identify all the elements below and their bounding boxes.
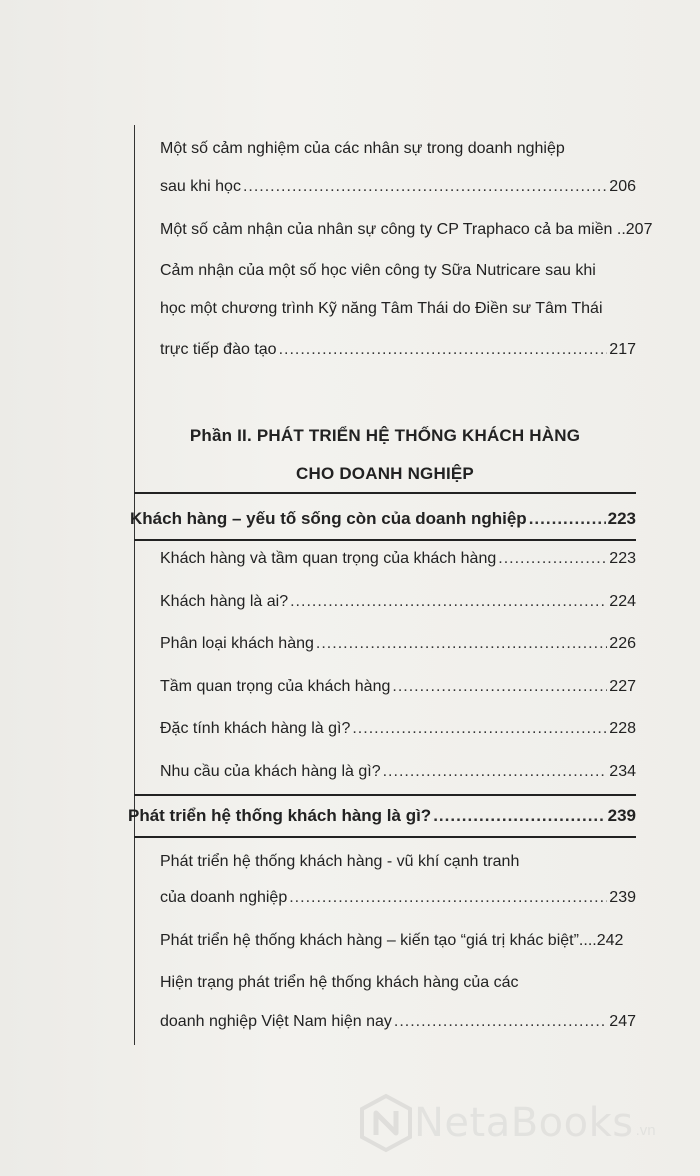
dot-leader [243, 178, 607, 196]
dot-leader [498, 550, 607, 568]
toc-entry-title: Nhu cầu của khách hàng là gì? [160, 763, 381, 780]
toc-entry-title: Phân loại khách hàng [160, 635, 314, 652]
toc-page-number: 226 [609, 635, 636, 652]
dot-leader [289, 889, 607, 907]
toc-entry-title: của doanh nghiệp [160, 889, 288, 906]
dot-leader [392, 678, 607, 696]
chapter-rule-top [134, 794, 636, 796]
toc-page-number: 242 [596, 932, 624, 949]
dot-leader [290, 593, 607, 611]
dot-leader [316, 635, 607, 653]
toc-page-number: 207 [625, 221, 653, 238]
toc-page-number: 228 [609, 720, 636, 737]
dot-leader [279, 341, 608, 359]
toc-page-number: 247 [609, 1013, 636, 1030]
toc-entry[interactable] [160, 889, 636, 907]
toc-entry[interactable] [160, 341, 636, 359]
toc-entry-title: Một số cảm nhận của nhân sự công ty CP Traphaco cả ba miền .. [160, 221, 626, 238]
toc-entry-title: Đặc tính khách hàng là gì? [160, 720, 351, 737]
toc-entry[interactable] [160, 932, 636, 950]
toc-entry[interactable] [160, 593, 636, 611]
toc-page-number: 239 [609, 889, 636, 906]
watermark-brand: NetaBooks [414, 1100, 634, 1146]
toc-page-number: 234 [609, 763, 636, 780]
netabooks-watermark [358, 1093, 656, 1153]
dot-leader [394, 1013, 607, 1031]
toc-entry[interactable] [160, 550, 636, 568]
chapter-page-number: 223 [607, 509, 636, 528]
toc-page-number: 223 [609, 550, 636, 567]
toc-entry-line: Hiện trạng phát triển hệ thống khách hàng của các [160, 974, 519, 991]
toc-entry-title: Phát triển hệ thống khách hàng – kiến tạo “giá trị khác biệt”.... [160, 932, 597, 949]
toc-entry[interactable] [160, 763, 636, 781]
chapter-title: Phát triển hệ thống khách hàng là gì? [128, 806, 432, 825]
chapter-entry[interactable] [128, 806, 636, 826]
part-heading-line1: Phần II. PHÁT TRIỂN HỆ THỐNG KHÁCH HÀNG [189, 426, 581, 445]
left-margin-rule [134, 125, 135, 1045]
toc-page-number: 224 [609, 593, 636, 610]
toc-page-number: 227 [609, 678, 636, 695]
toc-entry-title: trực tiếp đào tạo [160, 341, 277, 358]
toc-entry-title: Khách hàng và tầm quan trọng của khách hàng [160, 550, 497, 567]
toc-entry-line: Một số cảm nghiệm của các nhân sự trong doanh nghiệp [160, 140, 565, 157]
toc-entry-title: Tầm quan trọng của khách hàng [160, 678, 391, 695]
toc-entry[interactable] [160, 678, 636, 696]
watermark-suffix: .vn [635, 1121, 656, 1139]
toc-entry[interactable] [160, 221, 653, 239]
toc-page-number: 217 [609, 341, 636, 358]
toc-entry-line: học một chương trình Kỹ năng Tâm Thái do Điền sư Tâm Thái [160, 300, 603, 317]
dot-leader [383, 763, 608, 781]
toc-entry-title: Khách hàng là ai? [160, 593, 289, 610]
dot-leader [529, 509, 606, 529]
chapter-title: Khách hàng – yếu tố sống còn của doanh nghiệp [130, 509, 527, 528]
chapter-rule-bottom [134, 836, 636, 838]
toc-entry[interactable] [160, 720, 636, 738]
chapter-rule-top [134, 492, 636, 494]
part-heading-line2: CHO DOANH NGHIỆP [296, 464, 474, 483]
toc-entry-title: doanh nghiệp Việt Nam hiện nay [160, 1013, 392, 1030]
toc-entry[interactable] [160, 178, 636, 196]
chapter-page-number: 239 [607, 806, 636, 825]
chapter-rule-bottom [134, 539, 636, 541]
dot-leader [433, 806, 605, 826]
toc-entry-line: Phát triển hệ thống khách hàng - vũ khí cạnh tranh [160, 853, 520, 870]
toc-page-number: 206 [609, 178, 636, 195]
chapter-entry[interactable] [130, 509, 636, 529]
netabooks-logo-icon [358, 1093, 414, 1153]
toc-entry[interactable] [160, 635, 636, 653]
toc-entry-title: sau khi học [160, 178, 241, 195]
toc-entry-line: Cảm nhận của một số học viên công ty Sữa Nutricare sau khi [160, 262, 596, 279]
dot-leader [352, 720, 607, 738]
toc-entry[interactable] [160, 1013, 636, 1031]
